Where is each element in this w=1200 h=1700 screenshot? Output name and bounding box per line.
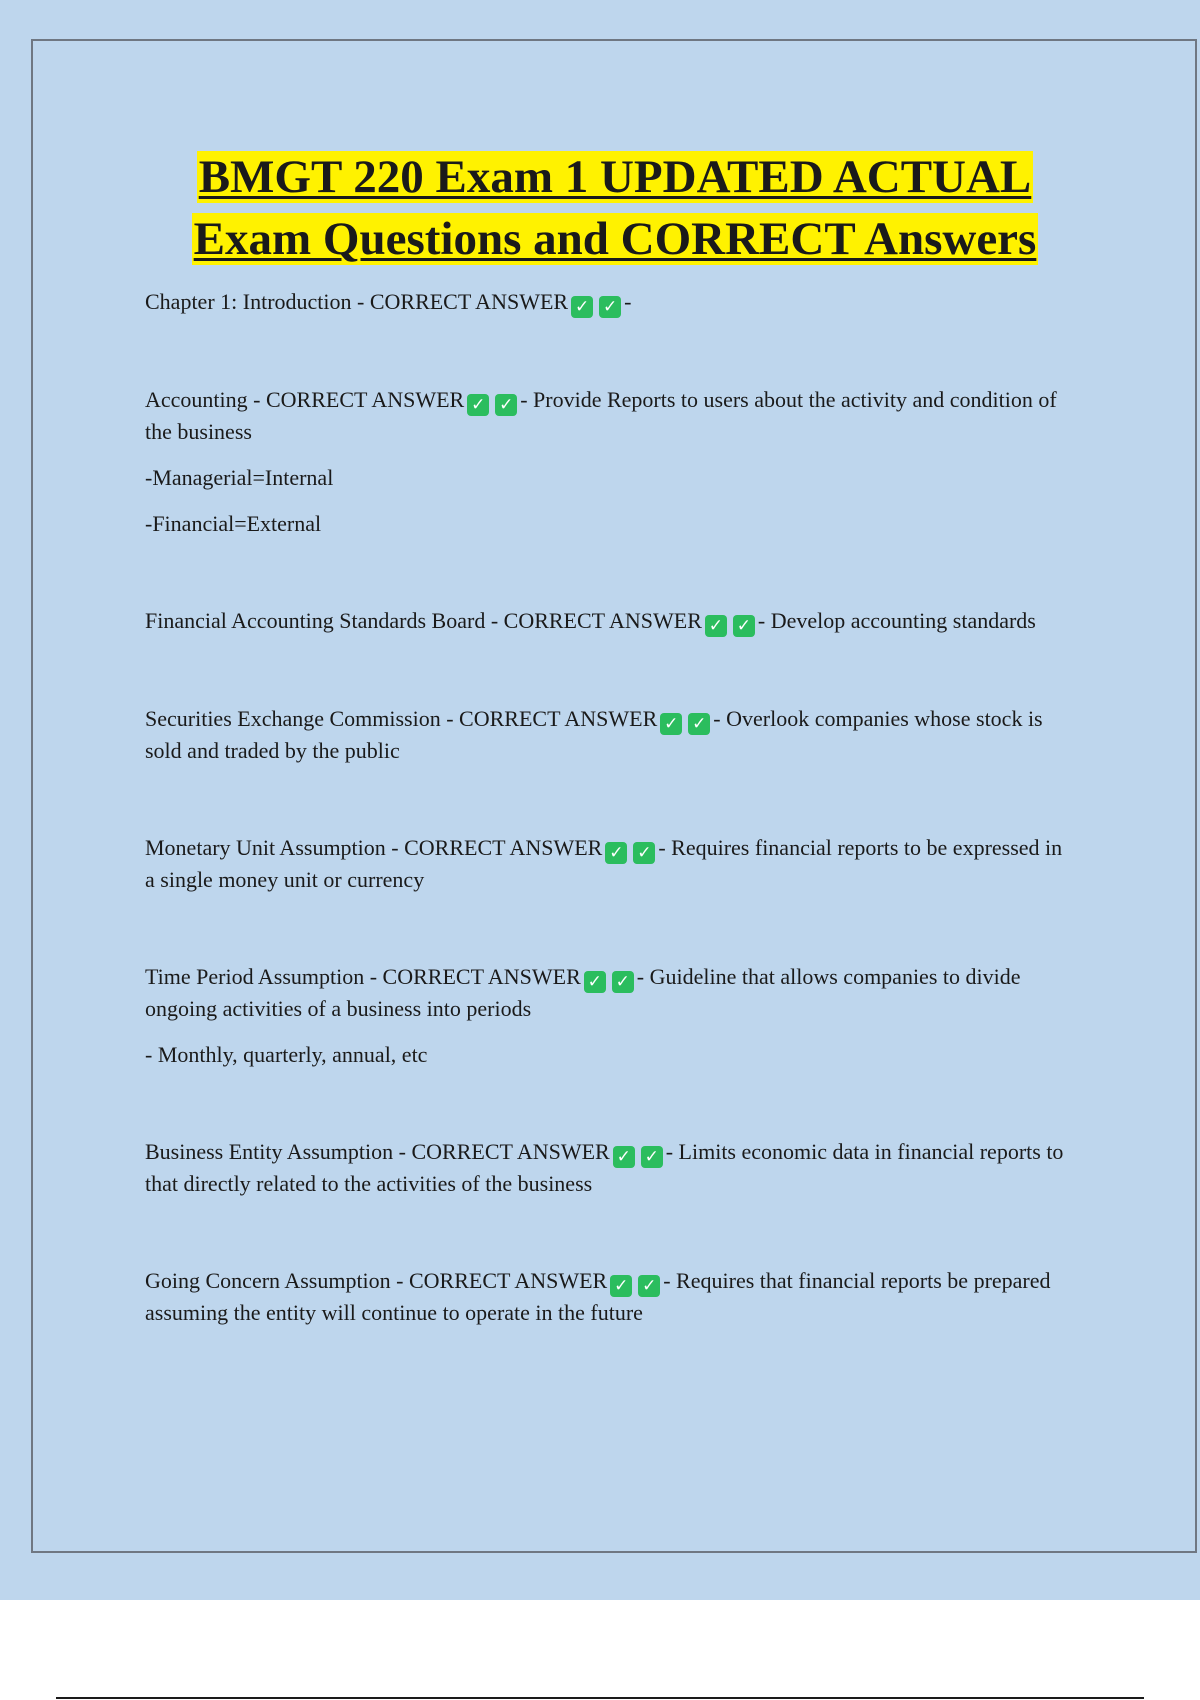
check-mark-icon: ✓ bbox=[495, 394, 517, 416]
qa-entry bbox=[145, 961, 1075, 1070]
qa-entry bbox=[145, 1136, 1075, 1199]
definition-text: - Overlook companies whose stock is sold and traded by the public bbox=[145, 706, 1043, 763]
definition-text: - bbox=[624, 289, 632, 314]
check-mark-icon: ✓ bbox=[641, 1146, 663, 1168]
qa-line bbox=[145, 1265, 1075, 1328]
sub-point: -Managerial=Internal bbox=[145, 465, 334, 490]
qa-entry bbox=[145, 832, 1075, 895]
qa-entry bbox=[145, 286, 1075, 318]
check-mark-icon: ✓ bbox=[571, 296, 593, 318]
qa-line bbox=[145, 703, 1075, 766]
term-text: Accounting - CORRECT ANSWER bbox=[145, 387, 465, 412]
title-line-2: Exam Questions and CORRECT Answers bbox=[193, 213, 1037, 265]
check-mark-icon: ✓ bbox=[613, 1146, 635, 1168]
term-text: Business Entity Assumption - CORRECT ANSWER bbox=[145, 1139, 610, 1164]
definition-text: - Limits economic data in financial reports to that directly related to the activities of the business bbox=[145, 1139, 1064, 1196]
check-mark-icon: ✓ bbox=[705, 615, 727, 637]
term-text: Monetary Unit Assumption - CORRECT ANSWER bbox=[145, 835, 603, 860]
check-mark-icon: ✓ bbox=[584, 971, 606, 993]
qa-entry bbox=[145, 1265, 1075, 1328]
sub-point: - Monthly, quarterly, annual, etc bbox=[145, 1042, 428, 1067]
document-title bbox=[120, 146, 1110, 270]
qa-list bbox=[145, 286, 1075, 1328]
check-mark-icon: ✓ bbox=[638, 1275, 660, 1297]
term-text: Going Concern Assumption - CORRECT ANSWER bbox=[145, 1268, 608, 1293]
definition-text: - Guideline that allows companies to divide ongoing activities of a business into periods bbox=[145, 964, 1021, 1021]
qa-entry bbox=[145, 384, 1075, 539]
term-text: Chapter 1: Introduction - CORRECT ANSWER bbox=[145, 289, 569, 314]
term-text: Securities Exchange Commission - CORRECT ANSWER bbox=[145, 706, 658, 731]
check-mark-icon: ✓ bbox=[612, 971, 634, 993]
qa-line bbox=[145, 605, 1075, 637]
check-mark-icon: ✓ bbox=[467, 394, 489, 416]
qa-line bbox=[145, 1136, 1075, 1199]
title-line-1: BMGT 220 Exam 1 UPDATED ACTUAL bbox=[198, 151, 1032, 203]
qa-entry bbox=[145, 605, 1075, 637]
check-mark-icon: ✓ bbox=[688, 713, 710, 735]
check-mark-icon: ✓ bbox=[610, 1275, 632, 1297]
check-mark-icon: ✓ bbox=[660, 713, 682, 735]
term-text: Time Period Assumption - CORRECT ANSWER bbox=[145, 964, 581, 989]
check-mark-icon: ✓ bbox=[605, 842, 627, 864]
term-text: Financial Accounting Standards Board - CORRECT ANSWER bbox=[145, 608, 702, 633]
qa-line bbox=[145, 286, 1075, 318]
footer-rule bbox=[56, 1697, 1144, 1699]
sub-point: -Financial=External bbox=[145, 511, 322, 536]
qa-line bbox=[145, 832, 1075, 895]
check-mark-icon: ✓ bbox=[633, 842, 655, 864]
check-mark-icon: ✓ bbox=[733, 615, 755, 637]
definition-text: - Provide Reports to users about the activity and condition of the business bbox=[145, 387, 1057, 444]
qa-entry bbox=[145, 703, 1075, 766]
definition-text: - Develop accounting standards bbox=[757, 608, 1036, 633]
qa-line bbox=[145, 961, 1075, 1024]
qa-line bbox=[145, 384, 1075, 447]
check-mark-icon: ✓ bbox=[599, 296, 621, 318]
definition-text: - Requires that financial reports be prepared assuming the entity will continue to operate in the future bbox=[145, 1268, 1051, 1325]
definition-text: - Requires financial reports to be expressed in a single money unit or currency bbox=[145, 835, 1063, 892]
